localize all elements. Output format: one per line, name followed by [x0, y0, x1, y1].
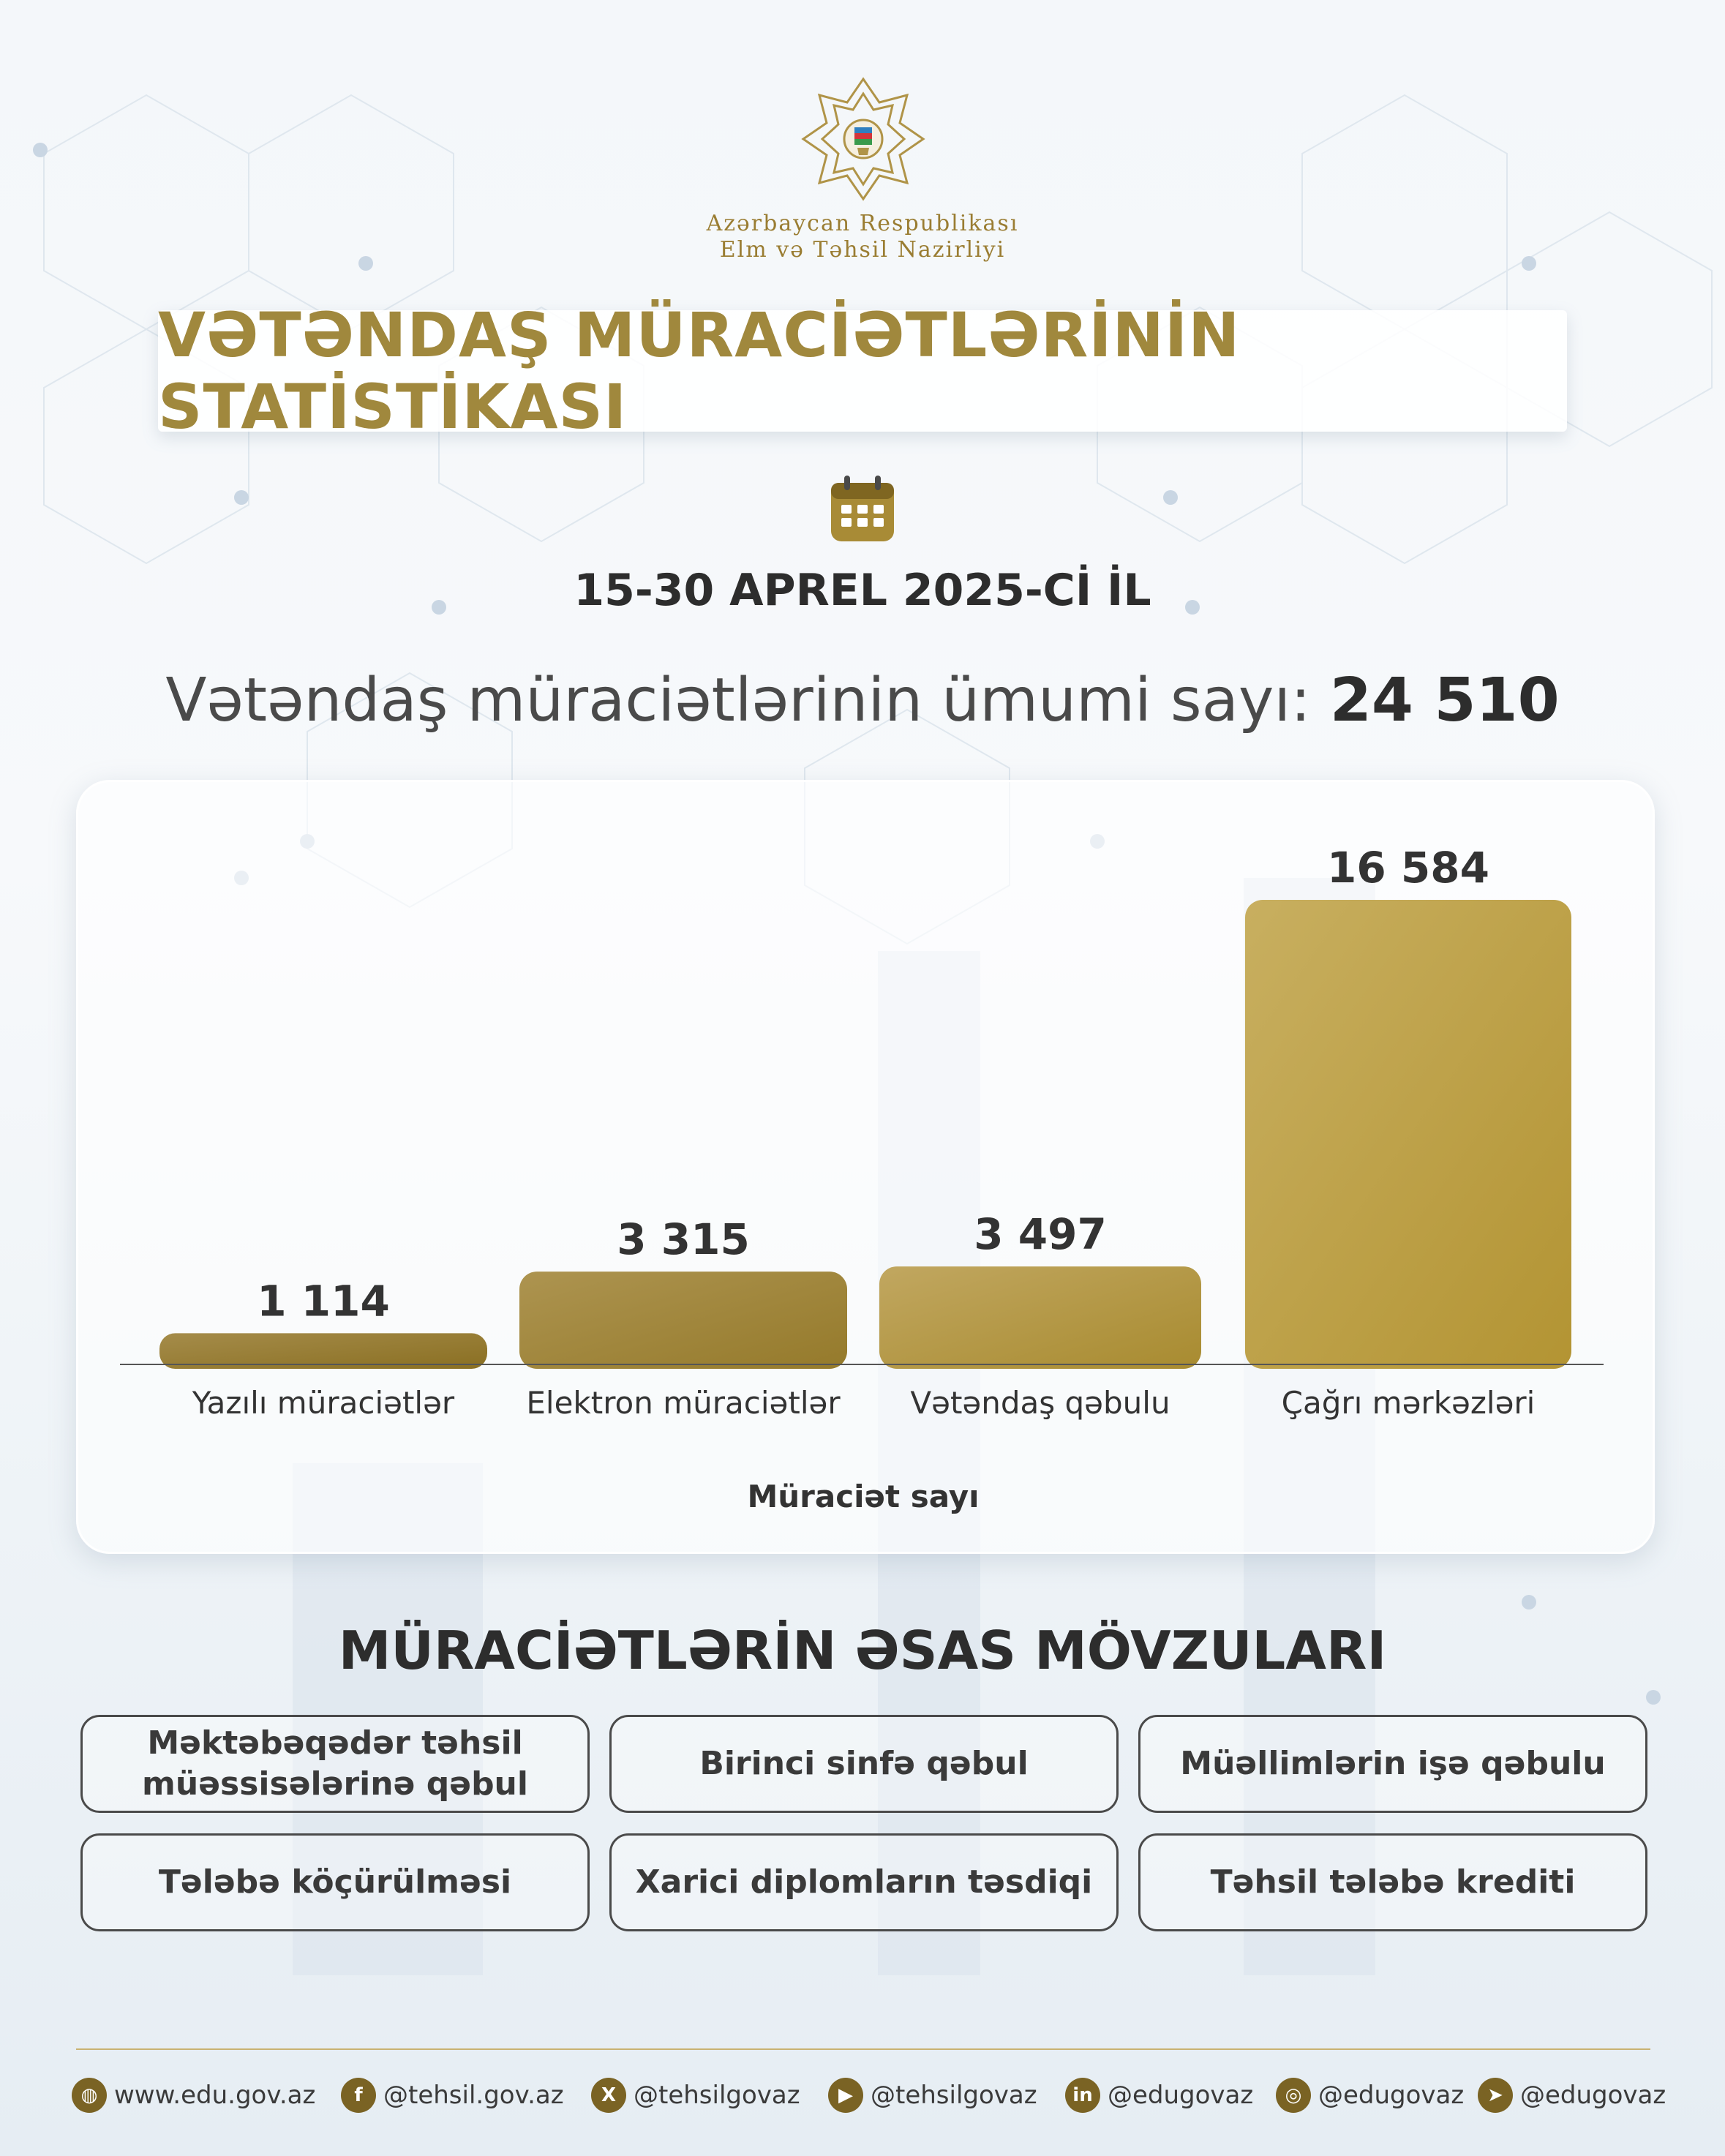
bar-value-label: 3 315: [617, 1214, 750, 1265]
bar-3: [879, 1266, 1201, 1369]
footer-linkedin[interactable]: [1065, 2072, 1253, 2119]
globe-icon: ◍: [72, 2078, 107, 2113]
bar-value-label: 1 114: [257, 1276, 390, 1326]
bar-chart: [76, 780, 1650, 1550]
bar-value-label: 3 497: [974, 1209, 1107, 1260]
bar-value-label: 16 584: [1327, 843, 1489, 893]
category-label: Vətəndaş qəbulu: [910, 1385, 1170, 1421]
org-name-line2: Elm və Təhsil Nazirliyi: [719, 237, 1006, 263]
total-line: [0, 666, 1725, 735]
footer-website-text: www.edu.gov.az: [114, 2081, 316, 2110]
period-label: 15-30 APREL 2025-Cİ İL: [574, 565, 1151, 616]
page-title: VƏTƏNDAŞ MÜRACİƏTLƏRİNİN STATİSTİKASI: [158, 299, 1241, 443]
org-name-line1: Azərbaycan Respublikası: [706, 211, 1019, 236]
linkedin-icon: in: [1065, 2078, 1100, 2113]
topics-title: MÜRACİƏTLƏRİN ƏSAS MÖVZULARI: [338, 1620, 1387, 1681]
bar-4: [1245, 900, 1571, 1369]
x-axis-title: Müraciət sayı: [747, 1479, 980, 1514]
bar-2: [519, 1272, 847, 1369]
title-banner: [158, 299, 1567, 443]
x-icon: X: [591, 2078, 626, 2113]
total-label: Vətəndaş müraciətlərinin ümumi sayı:: [165, 666, 1311, 735]
footer-divider: [76, 2048, 1650, 2050]
footer-x-text: @tehsilgovaz: [634, 2081, 800, 2110]
category-label: Yazılı müraciətlər: [192, 1385, 455, 1421]
youtube-icon: ▶: [828, 2078, 863, 2113]
bar-1: [159, 1333, 487, 1369]
total-value: 24 510: [1329, 666, 1560, 735]
footer-facebook-text: @tehsil.gov.az: [383, 2081, 564, 2110]
facebook-icon: f: [341, 2078, 376, 2113]
footer-instagram[interactable]: [1276, 2072, 1464, 2119]
footer-telegram[interactable]: [1478, 2072, 1666, 2119]
footer-youtube[interactable]: [828, 2072, 1037, 2119]
topic-first-grade-admission: Birinci sinfə qəbul: [609, 1715, 1119, 1813]
calendar-icon: [827, 473, 898, 544]
footer-linkedin-text: @edugovaz: [1108, 2081, 1254, 2110]
footer-facebook[interactable]: [341, 2072, 564, 2119]
telegram-icon: ➤: [1478, 2078, 1513, 2113]
topic-student-loan: Təhsil tələbə krediti: [1138, 1833, 1647, 1931]
topic-student-transfer: Tələbə köçürülməsi: [80, 1833, 590, 1931]
footer-x[interactable]: [591, 2072, 800, 2119]
footer-website[interactable]: [72, 2072, 315, 2119]
topic-foreign-diploma: Xarici diplomların təsdiqi: [609, 1833, 1119, 1931]
footer-telegram-text: @edugovaz: [1520, 2081, 1666, 2110]
category-label: Elektron müraciətlər: [526, 1385, 841, 1421]
instagram-icon: ◎: [1276, 2078, 1311, 2113]
footer-instagram-text: @edugovaz: [1318, 2081, 1465, 2110]
footer-youtube-text: @tehsilgovaz: [871, 2081, 1037, 2110]
topic-teacher-recruitment: Müəllimlərin işə qəbulu: [1138, 1715, 1647, 1813]
category-label: Çağrı mərkəzləri: [1281, 1385, 1536, 1421]
topic-preschool-admission: Məktəbəqədər təhsil müəssisələrinə qəbul: [80, 1715, 590, 1813]
ministry-emblem-icon: [797, 73, 929, 205]
